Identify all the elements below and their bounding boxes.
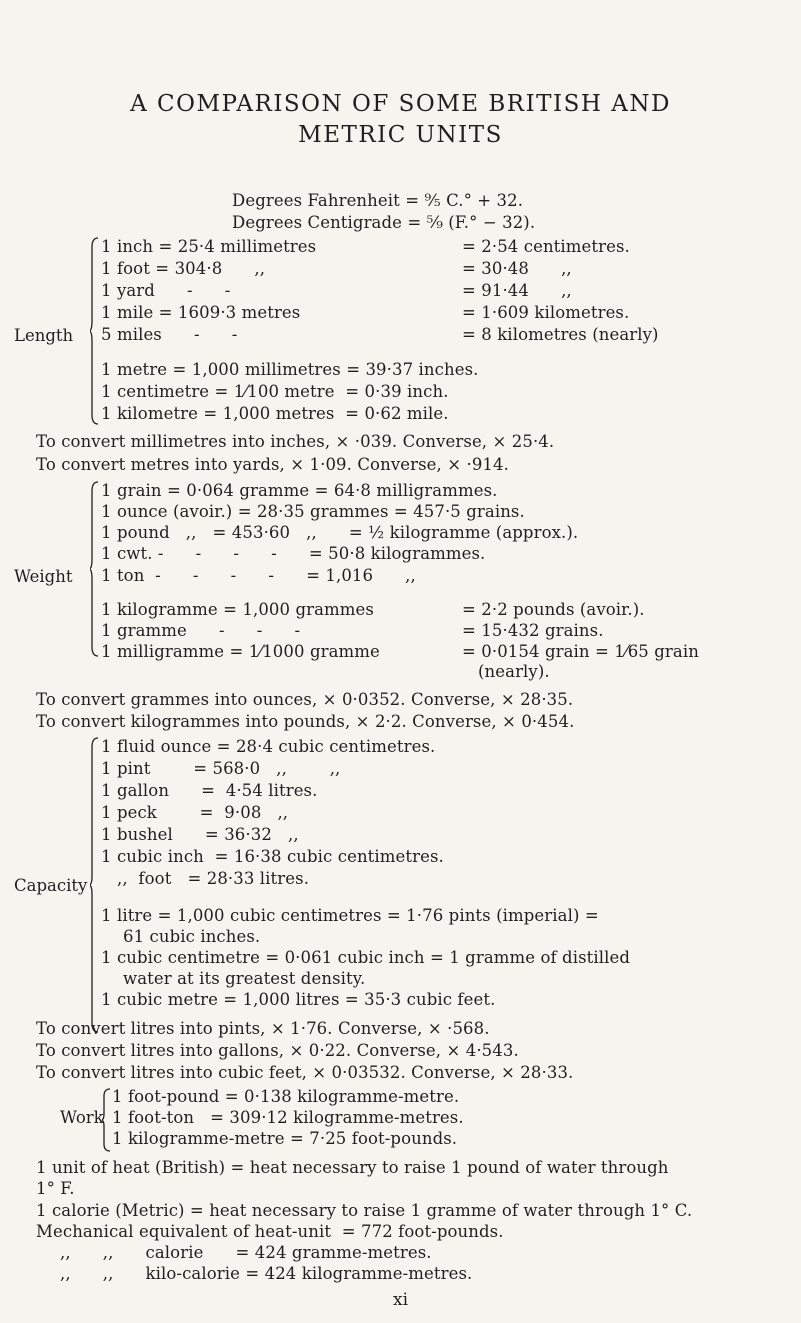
weight-metric-note: (nearly). xyxy=(478,662,550,681)
heat-line: 1° F. xyxy=(36,1179,75,1198)
capacity-metric-line: 1 litre = 1,000 cubic centimetres = 1·76 pints (imperial) = xyxy=(101,906,599,925)
length-convert-line: To convert metres into yards, × 1·09. Converse, × ·914. xyxy=(36,455,509,474)
length-row: 1 mile = 1609·3 metres xyxy=(101,303,301,322)
length-row-value: = 91·44 ,, xyxy=(462,281,572,300)
weight-row: 1 ounce (avoir.) = 28·35 grammes = 457·5 grains. xyxy=(101,502,525,521)
work-row: 1 kilogramme-metre = 7·25 foot-pounds. xyxy=(112,1129,458,1148)
length-label: Length xyxy=(14,326,74,345)
length-brace xyxy=(90,237,99,425)
capacity-metric-line: 1 cubic centimetre = 0·061 cubic inch = 1 gramme of distilled xyxy=(101,948,631,967)
capacity-row: 1 fluid ounce = 28·4 cubic centimetres. xyxy=(101,737,436,756)
work-brace xyxy=(102,1088,111,1152)
page-number: xi xyxy=(392,1290,409,1310)
weight-label: Weight xyxy=(14,567,73,586)
length-row: 1 yard - - xyxy=(101,281,231,300)
heat-line: 1 unit of heat (British) = heat necessary to raise 1 pound of water through xyxy=(36,1158,669,1177)
capacity-brace xyxy=(90,737,99,1033)
capacity-convert-line: To convert litres into cubic feet, × 0·03532. Converse, × 28·33. xyxy=(36,1063,574,1082)
weight-metric-value: = 2·2 pounds (avoir.). xyxy=(462,600,645,619)
capacity-row: 1 cubic inch = 16·38 cubic centimetres. xyxy=(101,847,444,866)
capacity-row: 1 pint = 568·0 ,, ,, xyxy=(101,759,341,778)
work-row: 1 foot-ton = 309·12 kilogramme-metres. xyxy=(112,1108,464,1127)
weight-row: 1 cwt. - - - - = 50·8 kilogrammes. xyxy=(101,544,486,563)
length-metric-line: 1 kilometre = 1,000 metres = 0·62 mile. xyxy=(101,404,449,423)
fahrenheit-formula: Degrees Fahrenheit = ⁹⁄₅ C.° + 32. xyxy=(232,191,524,210)
length-metric-line: 1 centimetre = 1⁄100 metre = 0·39 inch. xyxy=(101,382,449,401)
weight-metric-value: = 15·432 grains. xyxy=(462,621,604,640)
length-convert-line: To convert millimetres into inches, × ·039. Converse, × 25·4. xyxy=(36,432,555,451)
capacity-row: 1 bushel = 36·32 ,, xyxy=(101,825,299,844)
page-title-line-1: A COMPARISON OF SOME BRITISH AND xyxy=(130,91,671,117)
page-title-line-2: METRIC UNITS xyxy=(298,122,503,148)
weight-brace xyxy=(90,481,99,657)
weight-convert-line: To convert grammes into ounces, × 0·0352. Converse, × 28·35. xyxy=(36,690,574,709)
capacity-metric-line: water at its greatest density. xyxy=(123,969,366,988)
work-label: Work xyxy=(60,1108,104,1127)
weight-metric-line: 1 milligramme = 1⁄1000 gramme xyxy=(101,642,380,661)
capacity-metric-line: 1 cubic metre = 1,000 litres = 35·3 cubic feet. xyxy=(101,990,496,1009)
weight-metric-line: 1 kilogramme = 1,000 grammes xyxy=(101,600,374,619)
length-row: 1 inch = 25·4 millimetres xyxy=(101,237,317,256)
weight-row: 1 pound ,, = 453·60 ,, = ½ kilogramme (approx.). xyxy=(101,523,579,542)
capacity-row: 1 gallon = 4·54 litres. xyxy=(101,781,318,800)
capacity-row: ,, foot = 28·33 litres. xyxy=(101,869,310,888)
length-row-value: = 1·609 kilometres. xyxy=(462,303,630,322)
length-row-value: = 2·54 centimetres. xyxy=(462,237,630,256)
work-row: 1 foot-pound = 0·138 kilogramme-metre. xyxy=(112,1087,460,1106)
weight-convert-line: To convert kilogrammes into pounds, × 2·2. Converse, × 0·454. xyxy=(36,712,575,731)
heat-line: 1 calorie (Metric) = heat necessary to raise 1 gramme of water through 1° C. xyxy=(36,1201,693,1220)
capacity-label: Capacity xyxy=(14,876,88,895)
length-row-value: = 8 kilometres (nearly) xyxy=(462,325,659,344)
heat-line: ,, ,, calorie = 424 gramme-metres. xyxy=(60,1243,432,1262)
heat-line: ,, ,, kilo-calorie = 424 kilogramme-metres. xyxy=(60,1264,473,1283)
length-row: 5 miles - - xyxy=(101,325,238,344)
weight-metric-line: 1 gramme - - - xyxy=(101,621,301,640)
capacity-convert-line: To convert litres into gallons, × 0·22. Converse, × 4·543. xyxy=(36,1041,519,1060)
capacity-row: 1 peck = 9·08 ,, xyxy=(101,803,289,822)
length-row-value: = 30·48 ,, xyxy=(462,259,572,278)
heat-line: Mechanical equivalent of heat-unit = 772 foot-pounds. xyxy=(36,1222,504,1241)
length-row: 1 foot = 304·8 ,, xyxy=(101,259,266,278)
length-metric-line: 1 metre = 1,000 millimetres = 39·37 inches. xyxy=(101,360,479,379)
weight-metric-value: = 0·0154 grain = 1⁄65 grain xyxy=(462,642,699,661)
weight-row: 1 grain = 0·064 gramme = 64·8 milligrammes. xyxy=(101,481,498,500)
capacity-metric-line: 61 cubic inches. xyxy=(123,927,261,946)
centigrade-formula: Degrees Centigrade = ⁵⁄₉ (F.° − 32). xyxy=(232,213,536,232)
weight-row: 1 ton - - - - = 1,016 ,, xyxy=(101,566,416,585)
capacity-convert-line: To convert litres into pints, × 1·76. Converse, × ·568. xyxy=(36,1019,490,1038)
